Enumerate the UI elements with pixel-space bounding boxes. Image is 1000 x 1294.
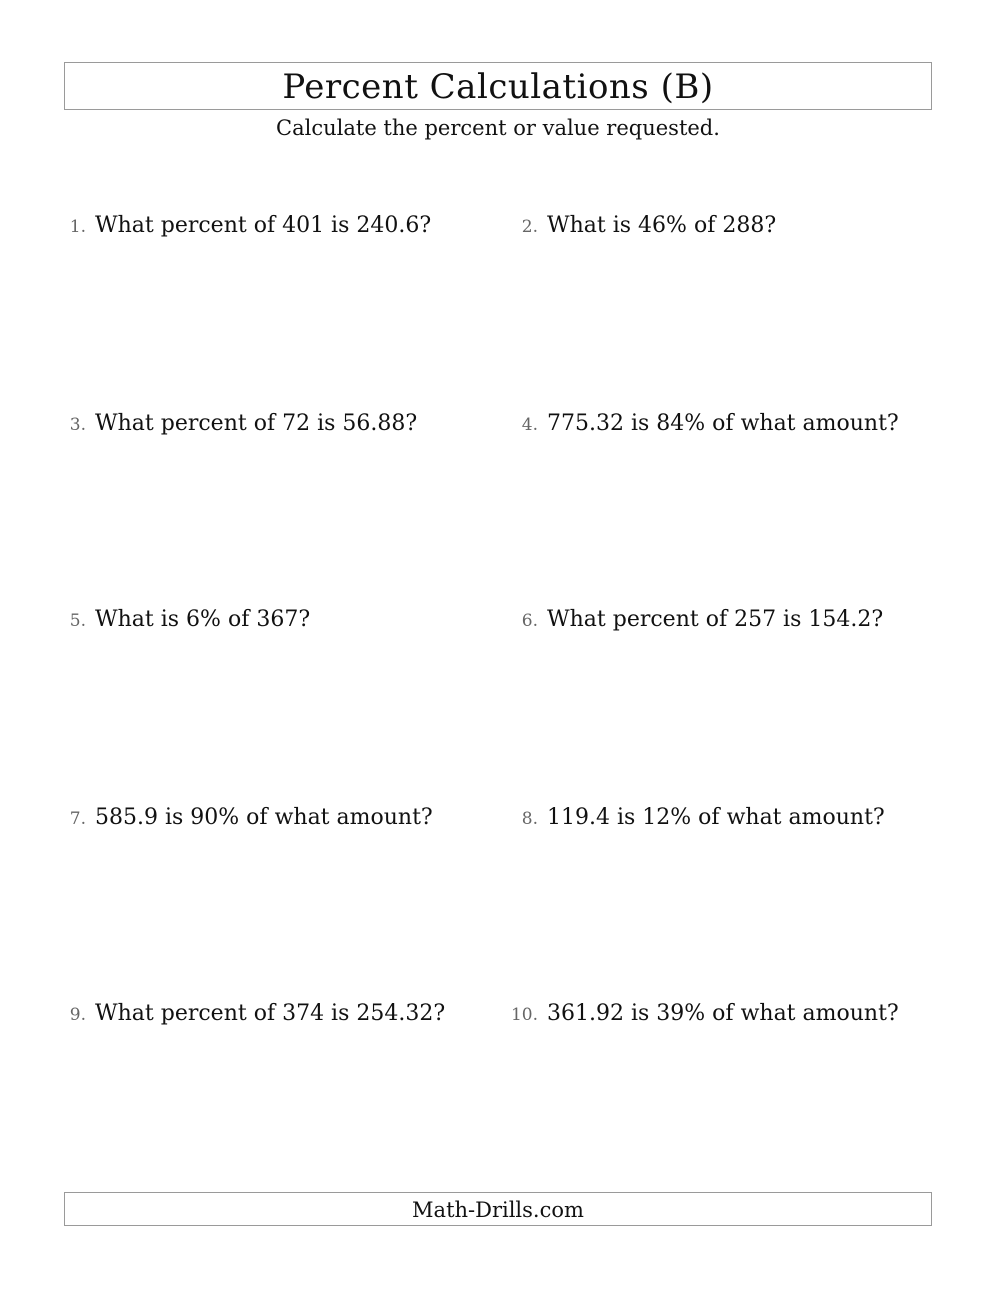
problem-question: What is 6% of 367? bbox=[95, 607, 311, 632]
problem-1 bbox=[66, 211, 431, 242]
problem-8 bbox=[508, 803, 885, 834]
problem-10 bbox=[508, 999, 899, 1030]
page-title: Percent Calculations (B) bbox=[282, 67, 714, 107]
problem-question: 585.9 is 90% of what amount? bbox=[95, 805, 433, 830]
problem-question: 361.92 is 39% of what amount? bbox=[547, 1001, 899, 1026]
problem-number: 5. bbox=[69, 611, 86, 631]
problem-number: 3. bbox=[69, 415, 86, 435]
problem-question: 119.4 is 12% of what amount? bbox=[547, 805, 885, 830]
problem-question: 775.32 is 84% of what amount? bbox=[547, 411, 899, 436]
problem-number: 1. bbox=[69, 217, 86, 237]
problem-6 bbox=[508, 605, 883, 636]
title-box bbox=[64, 62, 932, 110]
problem-7 bbox=[66, 803, 433, 834]
problem-question: What percent of 401 is 240.6? bbox=[95, 213, 432, 238]
instructions-text: Calculate the percent or value requested. bbox=[276, 116, 720, 140]
problem-question: What is 46% of 288? bbox=[547, 213, 777, 238]
footer-box bbox=[64, 1192, 932, 1226]
problem-number: 4. bbox=[521, 415, 538, 435]
problem-number: 2. bbox=[521, 217, 538, 237]
problem-3 bbox=[66, 409, 417, 440]
problem-number: 7. bbox=[69, 809, 86, 829]
problem-5 bbox=[66, 605, 310, 636]
problem-9 bbox=[66, 999, 445, 1030]
problem-number: 8. bbox=[521, 809, 538, 829]
problem-2 bbox=[508, 211, 776, 242]
problem-number: 9. bbox=[69, 1005, 86, 1025]
problem-number: 6. bbox=[521, 611, 538, 631]
footer-site: Math-Drills.com bbox=[412, 1198, 584, 1222]
problem-4 bbox=[508, 409, 899, 440]
problem-question: What percent of 374 is 254.32? bbox=[95, 1001, 446, 1026]
problem-question: What percent of 72 is 56.88? bbox=[95, 411, 418, 436]
problem-number: 10. bbox=[510, 1005, 538, 1025]
problem-question: What percent of 257 is 154.2? bbox=[547, 607, 884, 632]
